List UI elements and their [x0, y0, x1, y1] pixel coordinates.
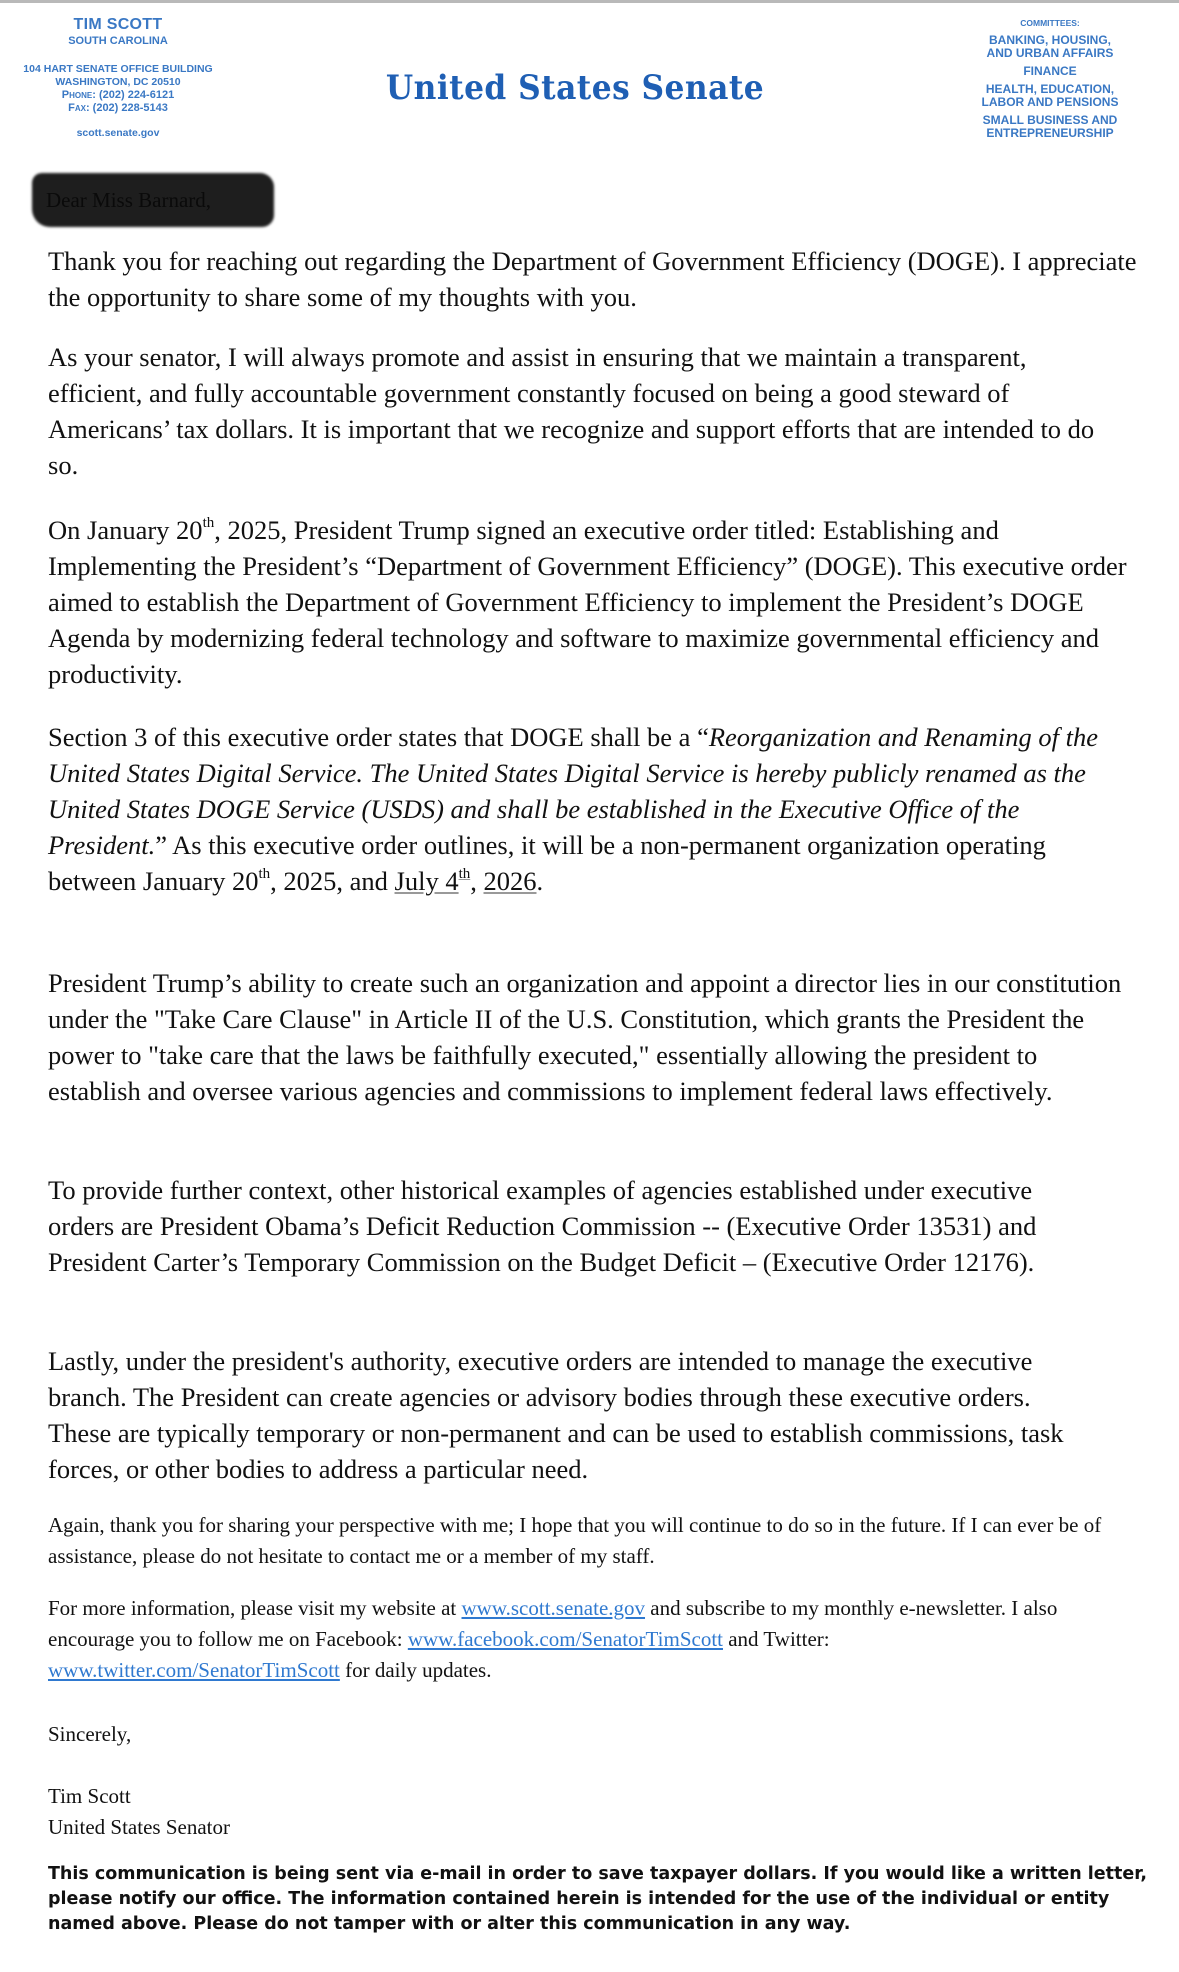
- website-link[interactable]: www.scott.senate.gov: [461, 1596, 646, 1620]
- paragraph-commitment: [48, 339, 1108, 483]
- paragraph-text: Thank you for reaching out regarding the Department of Government Efficiency (DOGE). I appreciate the opportunity to share some of my thoughts with you.: [48, 246, 1137, 312]
- paragraph-text: To provide further context, other historical examples of agencies established under executive orders are President Obama’s Deficit Reduction Commission -- (Executive Order 13531) and President Carter’s Temporary Commission on the Budget Deficit – (Executive Order 12176).: [48, 1175, 1037, 1277]
- twitter-link[interactable]: www.twitter.com/SenatorTimScott: [48, 1658, 340, 1682]
- committee-item: BANKING, HOUSING, AND URBAN AFFAIRS: [986, 33, 1114, 60]
- paragraph-section-3: [48, 719, 1133, 899]
- top-border: [0, 0, 1179, 3]
- office-phone: Phone: (202) 224-6121: [61, 89, 175, 101]
- paragraph-take-care-clause: [48, 965, 1123, 1109]
- signature-title: United States Senator: [48, 1815, 230, 1839]
- paragraph-text: Lastly, under the president's authority, executive orders are intended to manage the executive branch. The President can create agencies or advisory bodies through these executive orders. These are typically temporary or non-permanent and can be used to establish commissions, task forces, or other bodies to address a particular need.: [48, 1346, 1064, 1484]
- paragraph-authority: [48, 1343, 1098, 1487]
- office-fax: Fax: (202) 228-5143: [68, 102, 168, 114]
- paragraph-more-info: [48, 1593, 1103, 1686]
- committees-list: [940, 18, 1160, 140]
- senator-state: SOUTH CAROLINA: [68, 35, 168, 47]
- letterhead-left: [0, 16, 236, 139]
- senate-title: United States Senate: [385, 68, 765, 108]
- quoted-order-text: Reorganization and Renaming of the United States Digital Service. The United States Digital Service is hereby publicly renamed as the United States DOGE Service (USDS) and shall be established in the Executive Office of the President.: [48, 722, 1098, 860]
- committee-item: SMALL BUSINESS AND ENTREPRENEURSHIP: [982, 113, 1118, 140]
- paragraph-text: On January 20th, 2025, President Trump signed an executive order titled: Establishing and Implementing the President’s “Department of Government Efficiency” (DOGE). This executive order aimed to establish the Department of Government Efficiency to implement the President’s DOGE Agenda by modernizing federal technology and software to maximize governmental efficiency and productivity.: [48, 515, 1127, 689]
- office-address-line2: WASHINGTON, DC 20510: [55, 76, 181, 88]
- committees-label: COMMITTEES:: [1020, 18, 1080, 28]
- paragraph-text: Again, thank you for sharing your perspective with me; I hope that you will continue to do so in the future. If I can ever be of assistance, please do not hesitate to contact me or a member of my staff.: [48, 1513, 1102, 1568]
- paragraph-executive-order: [48, 512, 1128, 692]
- paragraph-historical-examples: [48, 1172, 1088, 1280]
- paragraph-text: As your senator, I will always promote and assist in ensuring that we maintain a transparent, efficient, and fully accountable government constantly focused on being a good steward of Americans’ tax dollars. It is important that we recognize and support efforts that are intended to do so.: [48, 342, 1095, 480]
- paragraph-text: For more information, please visit my website at www.scott.senate.gov and subscribe to my monthly e-newsletter. I also encourage you to follow me on Facebook: www.facebook.com/SenatorTimScott and Twitter: www.twitter.com/SenatorTimScott for daily updates.: [48, 1596, 1058, 1682]
- paragraph-text: President Trump’s ability to create such an organization and appoint a director lies in our constitution under the "Take Care Clause" in Article II of the U.S. Constitution, which grants the President the power to "take care that the laws be faithfully executed," essentially allowing the president to establish and oversee various agencies and commissions to implement federal laws effectively.: [48, 968, 1122, 1106]
- committee-item: FINANCE: [1023, 64, 1077, 78]
- letterhead-website: scott.senate.gov: [76, 127, 160, 139]
- signature-name: Tim Scott: [48, 1784, 131, 1808]
- paragraph-thanks: [48, 1510, 1108, 1572]
- committee-item: HEALTH, EDUCATION, LABOR AND PENSIONS: [981, 82, 1119, 109]
- senator-name: TIM SCOTT: [73, 16, 163, 33]
- paragraph-text: Section 3 of this executive order states that DOGE shall be a “Reorganization and Renaming of the United States Digital Service. The United States Digital Service is hereby publicly renamed as the United States DOGE Service (USDS) and shall be established in the Executive Office of the President.” As this executive order outlines, it will be a non-permanent organization operating between January 20th, 2025, and July 4th, 2026.: [48, 722, 1098, 896]
- office-address-line1: 104 HART SENATE OFFICE BUILDING: [23, 63, 213, 75]
- facebook-link[interactable]: www.facebook.com/SenatorTimScott: [407, 1627, 723, 1651]
- paragraph-intro: [48, 243, 1158, 315]
- closing: Sincerely,: [48, 1722, 132, 1746]
- salutation: Dear Miss Barnard,: [46, 188, 212, 212]
- email-disclaimer: This communication is being sent via e-mail in order to save taxpayer dollars. If you would like a written letter, please notify our office. The information contained herein is intended for the use of the individual or entity named above. Please do not tamper with or alter this communication in any way.: [48, 1864, 1147, 1934]
